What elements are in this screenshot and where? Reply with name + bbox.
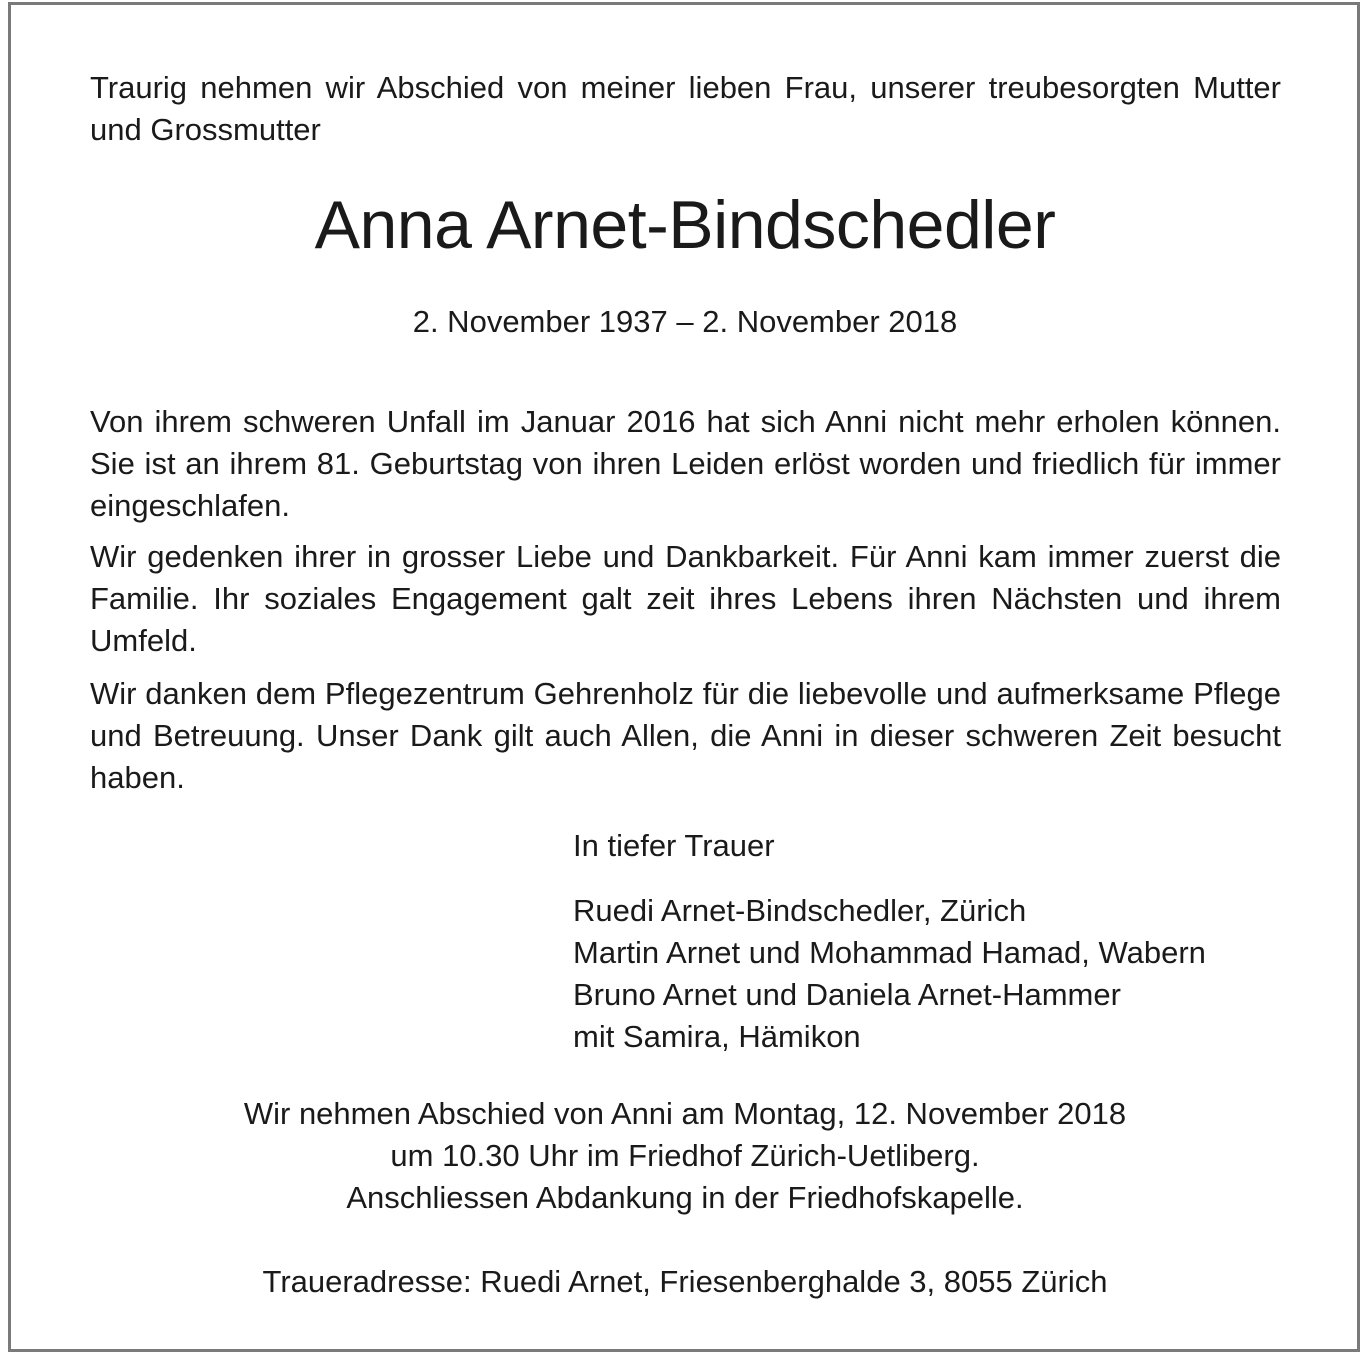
- intro-text: Traurig nehmen wir Abschied von meiner lieben Frau, unserer treubesorgten Mutter und Grossmutter: [90, 70, 1281, 147]
- ceremony-info: [0, 1093, 1370, 1219]
- ceremony-line: Anschliessen Abdankung in der Friedhofskapelle.: [346, 1180, 1024, 1215]
- paragraph-thanks: Wir danken dem Pflegezentrum Gehrenholz für die liebevolle und aufmerksame Pflege und Betreuung. Unser Dank gilt auch Allen, die Anni in dieser schweren Zeit besucht haben.: [90, 676, 1281, 795]
- mourning-address: Traueradresse: Ruedi Arnet, Friesenberghalde 3, 8055 Zürich: [262, 1264, 1108, 1299]
- family-line: Bruno Arnet und Daniela Arnet-Hammer: [573, 977, 1121, 1012]
- family-list: [573, 890, 1206, 1058]
- family-line: Martin Arnet und Mohammad Hamad, Wabern: [573, 935, 1206, 970]
- family-line: Ruedi Arnet-Bindschedler, Zürich: [573, 893, 1027, 928]
- deceased-name: Anna Arnet-Bindschedler: [314, 187, 1056, 263]
- family-line: mit Samira, Hämikon: [573, 1019, 861, 1054]
- life-dates: 2. November 1937 – 2. November 2018: [412, 304, 958, 339]
- signoff: In tiefer Trauer: [573, 828, 775, 863]
- paragraph-accident: Von ihrem schweren Unfall im Januar 2016 hat sich Anni nicht mehr erholen können. Sie ist an ihrem 81. Geburtstag von ihren Leiden erlöst worden und friedlich für immer eingeschlafen.: [90, 404, 1281, 523]
- paragraph-remembrance: Wir gedenken ihrer in grosser Liebe und Dankbarkeit. Für Anni kam immer zuerst die Familie. Ihr soziales Engagement galt zeit ihres Lebens ihren Nächsten und ihrem Umfeld.: [90, 539, 1281, 658]
- ceremony-line: Wir nehmen Abschied von Anni am Montag, 12. November 2018: [243, 1096, 1127, 1131]
- ceremony-line: um 10.30 Uhr im Friedhof Zürich-Uetliberg.: [390, 1138, 980, 1173]
